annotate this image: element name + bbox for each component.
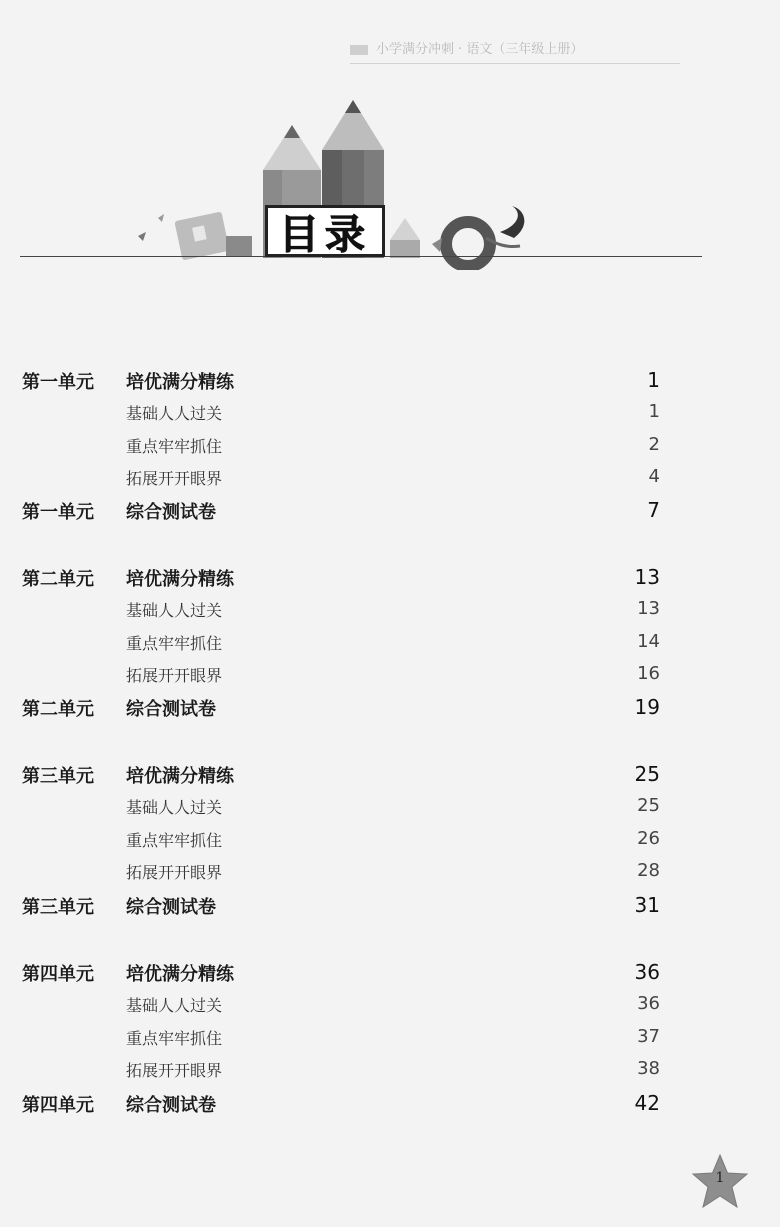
toc-page: 26: [637, 828, 660, 849]
confetti-icon: [158, 214, 164, 222]
toc-entry[interactable]: [0, 795, 780, 825]
toc-entry[interactable]: [0, 695, 780, 725]
running-head-text: 小学满分冲刺 · 语文（三年级上册）: [376, 42, 584, 57]
page-title: 目录: [279, 211, 371, 258]
toc-subsection: 拓展开开眼界: [126, 863, 223, 882]
toc-entry[interactable]: [0, 368, 780, 398]
toc-entry[interactable]: [0, 498, 780, 528]
toc-page: 31: [634, 893, 660, 917]
toc-entry[interactable]: [0, 762, 780, 792]
toc-entry[interactable]: [0, 598, 780, 628]
confetti-icon: [432, 238, 442, 252]
toc-entry[interactable]: [0, 401, 780, 431]
toc-page: 14: [637, 631, 660, 652]
toc-page: 42: [634, 1091, 660, 1115]
toc-unit: 第三单元: [22, 766, 94, 787]
toc-entry[interactable]: [0, 565, 780, 595]
toc-page: 36: [637, 993, 660, 1014]
toc-section: 综合测试卷: [126, 897, 216, 918]
toc-unit: 第二单元: [22, 699, 94, 720]
toc-page: 13: [634, 565, 660, 589]
toc-page: 16: [637, 663, 660, 684]
toc-page: 2: [648, 434, 660, 455]
toc-subsection: 拓展开开眼界: [126, 666, 223, 685]
toc-unit: 第一单元: [22, 502, 94, 523]
pencil-icon: [390, 218, 420, 258]
toc-section: 培优满分精练: [126, 964, 234, 985]
toc-entry[interactable]: [0, 860, 780, 890]
toc-subsection: 基础人人过关: [126, 996, 223, 1015]
title-box: [265, 205, 385, 257]
toc-section: 培优满分精练: [126, 569, 234, 590]
toc-subsection: 重点牢牢抓住: [126, 831, 223, 850]
toc-subsection: 重点牢牢抓住: [126, 634, 223, 653]
toc-unit: 第四单元: [22, 1095, 94, 1116]
toc-page: 1: [648, 401, 660, 422]
ring-icon: [446, 222, 490, 266]
card-icon: [174, 211, 229, 260]
toc-unit: 第三单元: [22, 897, 94, 918]
toc-entry[interactable]: [0, 993, 780, 1023]
toc-page: 25: [634, 762, 660, 786]
toc-page: 19: [634, 695, 660, 719]
toc-section: 综合测试卷: [126, 502, 216, 523]
swoosh-icon: [500, 206, 524, 238]
toc-page: 28: [637, 860, 660, 881]
toc-section: 综合测试卷: [126, 699, 216, 720]
toc-page: 1: [647, 368, 660, 392]
toc-page: 38: [637, 1058, 660, 1079]
toc-entry[interactable]: [0, 663, 780, 693]
toc-section: 培优满分精练: [126, 372, 234, 393]
banner-illustration: [0, 0, 780, 270]
toc-page: 13: [637, 598, 660, 619]
toc-subsection: 基础人人过关: [126, 404, 223, 423]
page-number: 1: [715, 1170, 725, 1186]
toc-entry[interactable]: [0, 1058, 780, 1088]
toc-subsection: 拓展开开眼界: [126, 469, 223, 488]
toc-subsection: 基础人人过关: [126, 601, 223, 620]
toc-entry[interactable]: [0, 631, 780, 661]
toc-unit: 第二单元: [22, 569, 94, 590]
toc-unit: 第一单元: [22, 372, 94, 393]
toc-section: 培优满分精练: [126, 766, 234, 787]
toc-page: 4: [648, 466, 660, 487]
toc-page: 7: [647, 498, 660, 522]
toc-entry[interactable]: [0, 466, 780, 496]
toc-entry[interactable]: [0, 1091, 780, 1121]
toc-page: 36: [634, 960, 660, 984]
toc-entry[interactable]: [0, 893, 780, 923]
toc-entry[interactable]: [0, 1026, 780, 1056]
toc-subsection: 重点牢牢抓住: [126, 437, 223, 456]
toc-subsection: 拓展开开眼界: [126, 1061, 223, 1080]
toc-entry[interactable]: [0, 828, 780, 858]
toc-entry[interactable]: [0, 434, 780, 464]
toc-subsection: 重点牢牢抓住: [126, 1029, 223, 1048]
toc-subsection: 基础人人过关: [126, 798, 223, 817]
toc-section: 综合测试卷: [126, 1095, 216, 1116]
confetti-icon: [138, 232, 146, 241]
toc-page: 25: [637, 795, 660, 816]
toc-unit: 第四单元: [22, 964, 94, 985]
toc-page: 37: [637, 1026, 660, 1047]
toc-entry[interactable]: [0, 960, 780, 990]
stripe-block: [226, 236, 252, 256]
